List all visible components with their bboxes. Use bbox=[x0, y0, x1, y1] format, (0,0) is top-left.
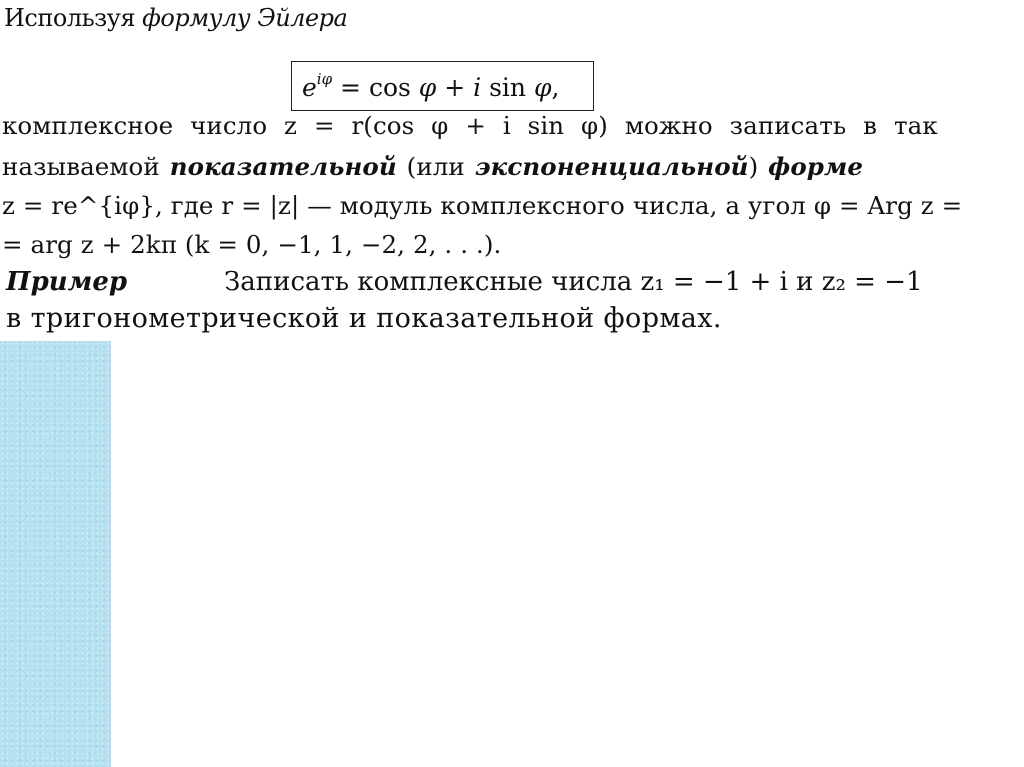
paragraph-line-2-mid: (или bbox=[396, 152, 475, 181]
decorative-sidebar bbox=[0, 341, 111, 767]
intro-italic: формулу Эйлера bbox=[142, 4, 348, 32]
example-line bbox=[6, 267, 923, 297]
euler-formula-box bbox=[291, 61, 594, 111]
example-line-2: в тригонометрической и показательной формах. bbox=[6, 303, 722, 334]
example-text: Записать комплексные числа z₁ = −1 + i и z₂ = −1 bbox=[224, 267, 923, 297]
term-exponential-form: показательной bbox=[169, 152, 397, 181]
term-form: форме bbox=[768, 152, 864, 181]
paragraph-line-3: z = re^{iφ}, где r = |z| — модуль комплексного числа, а угол φ = Arg z = bbox=[2, 191, 963, 220]
euler-formula: $e^{i\varphi} = \cos \varphi + i$ sin φ, bbox=[302, 70, 560, 102]
paragraph-line-1: комплексное число z = r(cos φ + i sin φ) можно записать в так bbox=[2, 111, 938, 140]
term-exponential-alt: экспоненциальной bbox=[474, 152, 749, 181]
paragraph-line-4: = arg z + 2kπ (k = 0, −1, 1, −2, 2, . . .). bbox=[2, 230, 502, 259]
paragraph-line-2 bbox=[2, 152, 863, 181]
paragraph-line-2-prefix: называемой bbox=[2, 152, 170, 181]
intro-text: Используя bbox=[4, 4, 143, 32]
example-label: Пример bbox=[6, 267, 128, 297]
paragraph-line-2-close: ) bbox=[748, 152, 769, 181]
intro-line bbox=[4, 4, 347, 32]
